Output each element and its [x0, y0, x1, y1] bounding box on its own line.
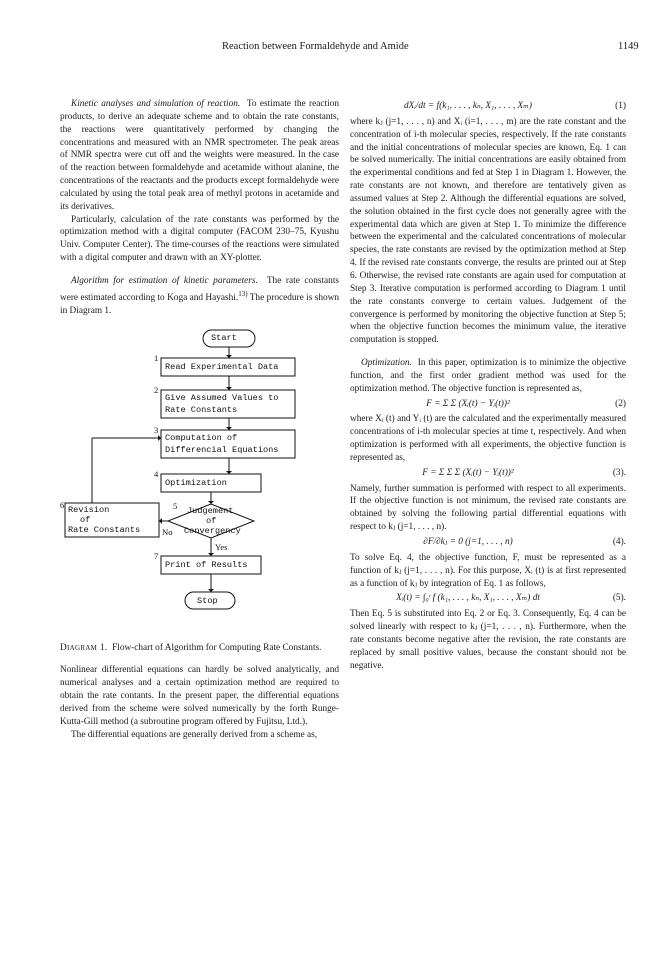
- equation-3: [350, 467, 626, 480]
- equation-number: (4).: [612, 537, 626, 547]
- branch-no-label: No: [162, 526, 173, 537]
- equation-2: [350, 398, 626, 411]
- step7-label: Print of Results: [165, 559, 248, 570]
- step-number-5: 5: [173, 500, 178, 511]
- flowchart-diagram: [60, 324, 339, 634]
- caption-text: Flow-chart of Algorithm for Computing Rate Constants.: [112, 642, 322, 653]
- equation-number: (2): [615, 398, 626, 409]
- step2-label-line1: Give Assumed Values to: [165, 392, 279, 403]
- paragraph-text: The procedure is shown in Diagram 1.: [60, 292, 339, 316]
- diagram-caption: [60, 642, 339, 655]
- equation-5: [350, 592, 626, 605]
- paragraph-algorithm: [60, 275, 339, 318]
- step-number-4: 4: [154, 468, 159, 479]
- running-title: Reaction between Formaldehyde and Amide: [222, 41, 409, 52]
- paragraph-kinetic-analyses: [60, 98, 339, 214]
- left-column: [60, 98, 339, 742]
- step-number-1: 1: [154, 352, 159, 363]
- page-number: 1149: [618, 41, 639, 52]
- section-heading-kinetic: Kinetic analyses and simulation of reaction.: [71, 99, 241, 109]
- equation-1: [350, 100, 626, 113]
- step3-label-line1: Computation of: [165, 432, 238, 443]
- paragraph-optimization: [350, 357, 626, 396]
- flowchart-start-label: Start: [211, 332, 237, 343]
- step1-label: Read Experimental Data: [165, 361, 279, 372]
- equation-number: (1): [615, 101, 626, 111]
- paragraph-where: where kⱼ (j=1, . . . , n) and Xᵢ (i=1, . . . , m) are the rate constant and the concentration of i-th molecular species, respectively. If the rate constants and the initial concentrations of molecular species are known, Eq. 1 can be solved numerically. The initial concentrations are easily obtained from the experimental conditions and fed at Step 1 in Diagram 1. However, the rate constants are not known, and therefore are tentatively given as assumed values at Step 2. Although the differential equations are solved, the solution obtained in the first cycle does not generally agree with the experimental data which are given at Step 1. To minimize the difference between the experimental and the calculated concentrations of molecular species, the rate constants are revised by the optimization method at Step 4. If the revised rate constants converge, the results are printed out at Step 6. Otherwise, the revised rate constants are again used for computation at Step 3. Iterative computation is performed according to Diagram 1 until the rate constants converge to certain values. Judgement of the convergence is performed by monitoring the objective function at Step 5; when the objective function becomes the minimum value, the iterative computation is stopped.: [350, 116, 626, 346]
- equation-body: Xᵢ(t) = ∫₀ᵗ f (k₁, . . . , kₙ, X₁, . . . , Xₘ) dt: [396, 593, 540, 604]
- paragraph-text: In this paper, optimization is to minimize the objective function, and the first order gradient method was used for the optimization method. The objective function is represented as,: [350, 358, 626, 394]
- section-heading-algorithm: Algorithm for estimation of kinetic parameters.: [71, 275, 258, 286]
- paragraph-nonlinear: Nonlinear differential equations can hardly be solved analytically, and numerical analyses and a certain optimization method are required to obtain the rate contants. In the present paper, the differential equations derived from the scheme were solved numerically by the forth Runge-Kutta-Gill method (a subroutine program offered by Fujitsu, Ltd.).: [60, 665, 339, 727]
- step-number-7: 7: [154, 550, 159, 561]
- step6-label-line3: Rate Constants: [68, 524, 141, 535]
- paragraph-text: To estimate the reaction products, to derive an adequate scheme and to obtain the rate constants, the reactions were quantitatively performed by changing the concentrations and measured with an NMR spectrometer. The peak areas of NMR spectra were cut off and the weights were measured. In the case of the reaction between formaldehyde and acetamide without alanine, the concentrations of the reactants and the products except formaldehyde were calculated by using the total peak area of methyl protons in acetamide and its derivatives.: [60, 99, 339, 212]
- step5-label-line1: Judgement: [187, 505, 234, 516]
- flowchart-stop-label: Stop: [197, 595, 218, 606]
- paragraph-to-solve: To solve Eq. 4, the objective function, F, must be represented as a function of kⱼ (j=1, . . . , n). For this purpose, Xᵢ (t) is at first represented as a function of kⱼ by integration of Eq. 1 as follows,: [350, 552, 626, 589]
- equation-body: F = Σ Σ Σ (Xᵢ(t) − Yᵢ(t))²: [422, 467, 514, 478]
- step2-label-line2: Rate Constants: [165, 404, 238, 415]
- equation-body: F = Σ Σ (Xᵢ(t) − Yᵢ(t))²: [426, 398, 510, 409]
- branch-yes-label: Yes: [215, 541, 228, 552]
- step-number-3: 3: [154, 424, 159, 435]
- paragraph-substituted: Then Eq. 5 is substituted into Eq. 2 or Eq. 3. Consequently, Eq. 4 can be solved linearly with respect to kⱼ (j=1, . . . , n). Furthermore, when the rate constants become negative after the revision, the rate constants are replaced by small positive values, because the constant should not be negative.: [350, 609, 626, 671]
- paragraph-calculation: Particularly, calculation of the rate constants was performed by the optimization method with a digital computer (FACOM 230–75, Kyushu Univ. Computer Center). The time-courses of the reactions were simulated with a digital computer and drawn with an XY-plotter.: [60, 214, 339, 264]
- step5-label-line2: of: [206, 515, 217, 526]
- equation-body: ∂F/∂kⱼ = 0 (j=1, . . . , n): [423, 537, 513, 547]
- step5-label-line3: Convergency: [184, 525, 241, 536]
- equation-number: (5).: [612, 593, 626, 604]
- equation-number: (3).: [612, 467, 626, 478]
- paragraph-differential: The differential equations are generally derived from a scheme as,: [71, 729, 318, 740]
- equation-body: dXᵢ/dt = f(k₁, . . . , kₙ, X₁, . . . , Xₘ): [404, 101, 532, 111]
- paragraph-calculated: where Xᵢ (t) and Yᵢ (t) are the calculated and the experimentally measured concentrations of i-th molecular species at time t, respectively. And when optimization is performed with all experiments, the objective function is represented as,: [350, 414, 626, 463]
- paragraph-namely: Namely, further summation is performed with respect to all experiments. If the objective function is not minimum, the revised rate constants are obtained by solving the following partial differential equations with respect to kⱼ (j=1, . . . , n).: [350, 483, 626, 533]
- step3-label-line2: Differencial Equations: [165, 444, 279, 455]
- caption-label: Diagram 1.: [60, 642, 108, 653]
- step4-label: Optimization: [165, 477, 227, 488]
- step6-label-line1: Revision: [68, 504, 110, 515]
- right-column: [350, 98, 626, 672]
- step-number-6: 6: [60, 499, 65, 510]
- section-heading-optimization: Optimization.: [361, 358, 412, 369]
- paragraph-text: The rate constants were estimated according to Koga and Hayashi.: [60, 275, 340, 303]
- equation-4: [350, 536, 626, 549]
- step-number-2: 2: [154, 384, 159, 395]
- step6-label-line2: of: [80, 514, 91, 525]
- reference-superscript: 13): [238, 289, 248, 298]
